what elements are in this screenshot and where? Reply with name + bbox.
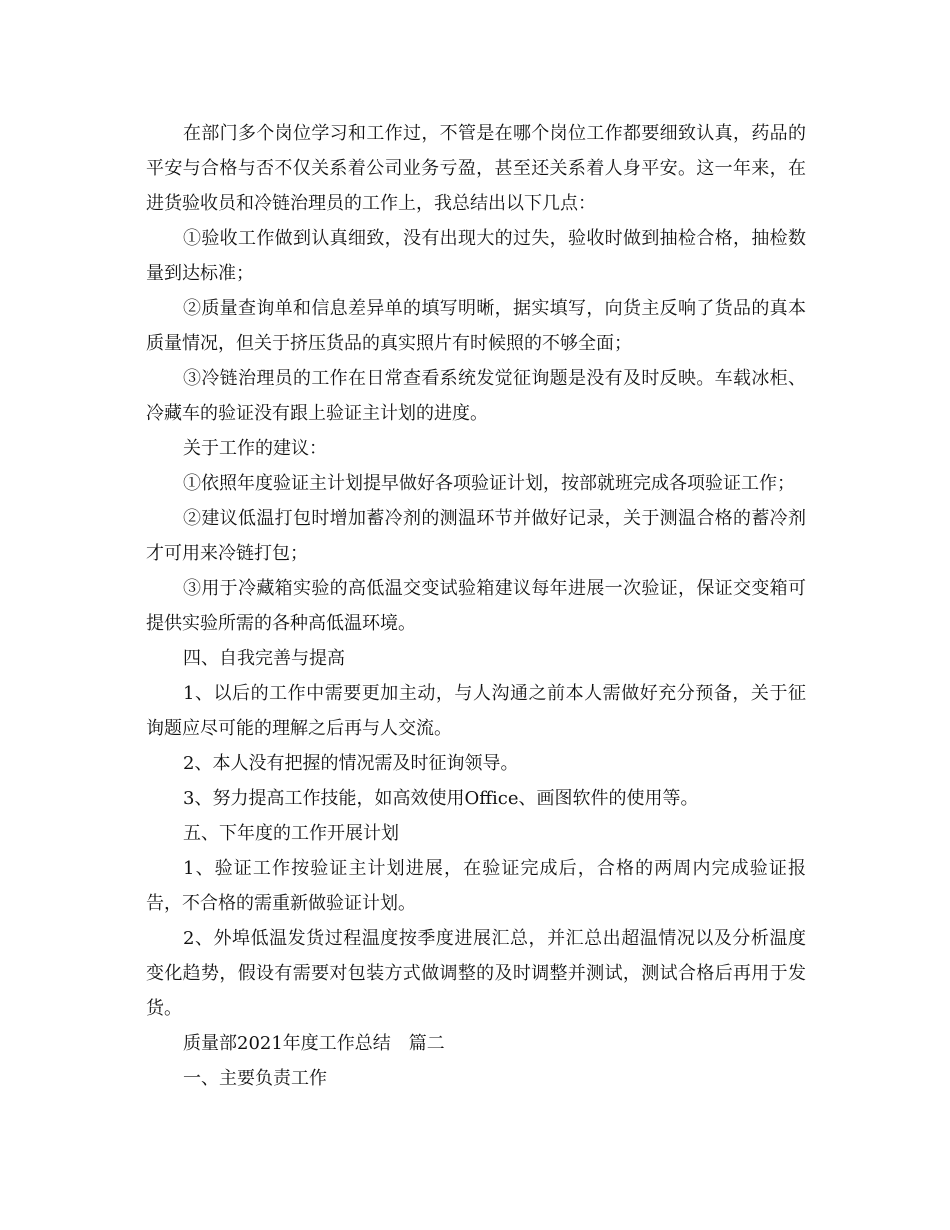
document-body (146, 116, 806, 1096)
paragraph-15: 2、外埠低温发货过程温度按季度进展汇总，并汇总出超温情况以及分析温度变化趋势，假设有需要对包装方式做调整的及时调整并测试，测试合格后再用于发货。 (146, 928, 806, 1019)
paragraph-10: 1、以后的工作中需要更加主动，与人沟通之前本人需做好充分预备，关于征询题应尽可能的理解之后再与人交流。 (146, 683, 806, 739)
section-heading-4: 四、自我完善与提高 (183, 648, 345, 669)
paragraph-6: ①依照年度验证主计划提早做好各项验证计划，按部就班完成各项验证工作； (183, 473, 795, 494)
paragraph-14: 1、验证工作按验证主计划进展，在验证完成后，合格的两周内完成验证报告，不合格的需重新做验证计划。 (146, 858, 806, 914)
paragraph-7: ②建议低温打包时增加蓄冷剂的测温环节并做好记录，关于测温合格的蓄冷剂才可用来冷链打包； (146, 508, 806, 564)
section-heading-1: 一、主要负责工作 (183, 1068, 327, 1089)
section-heading-5: 五、下年度的工作开展计划 (183, 823, 399, 844)
paragraph-8: ③用于冷藏箱实验的高低温交变试验箱建议每年进展一次验证，保证交变箱可提供实验所需的各种高低温环境。 (146, 578, 806, 634)
paragraph-4: ③冷链治理员的工作在日常查看系统发觉征询题是没有及时反映。车载冰柜、冷藏车的验证没有跟上验证主计划的进度。 (146, 368, 806, 424)
paragraph-12: 3、努力提高工作技能，如高效使用Office、画图软件的使用等。 (183, 788, 699, 809)
paragraph-3: ②质量查询单和信息差异单的填写明晰，据实填写，向货主反响了货品的真本质量情况，但关于挤压货品的真实照片有时候照的不够全面； (146, 298, 806, 354)
suggestions-heading: 关于工作的建议： (183, 438, 327, 459)
paragraph-1: 在部门多个岗位学习和工作过，不管是在哪个岗位工作都要细致认真，药品的平安与合格与否不仅关系着公司业务亏盈，甚至还关系着人身平安。这一年来，在进货验收员和冷链治理员的工作上，我总结出以下几点： (146, 123, 806, 214)
paragraph-2: ①验收工作做到认真细致，没有出现大的过失，验收时做到抽检合格，抽检数量到达标准； (146, 228, 806, 284)
paragraph-11: 2、本人没有把握的情况需及时征询领导。 (183, 753, 519, 774)
part-two-title: 质量部2021年度工作总结 篇二 (183, 1033, 445, 1054)
